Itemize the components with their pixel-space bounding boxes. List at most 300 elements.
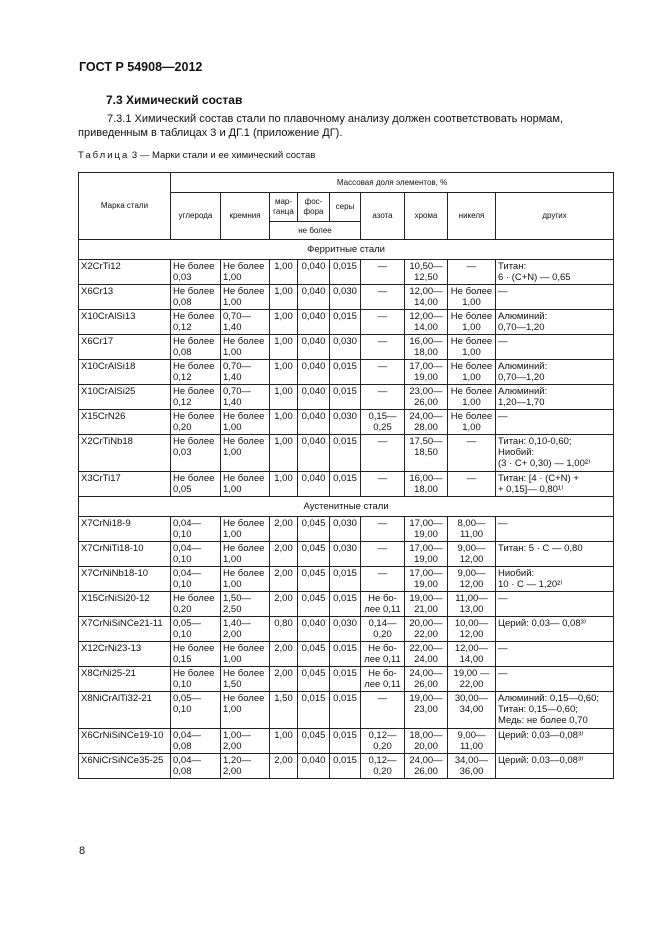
cell-carbon-line: 0,08 bbox=[173, 347, 192, 358]
cell-nitrogen bbox=[361, 642, 405, 667]
cell-grade bbox=[79, 592, 171, 617]
cell-nitrogen-line: 0,25 bbox=[373, 422, 392, 433]
cell-nitrogen-line: — bbox=[377, 336, 388, 347]
table-row bbox=[79, 692, 614, 729]
cell-carbon bbox=[171, 385, 221, 410]
cell-carbon-line: 0,10 bbox=[173, 554, 192, 565]
cell-other-line: Медь: не более 0,70 bbox=[498, 715, 588, 726]
cell-carbon-line: 0,08 bbox=[173, 766, 192, 777]
cell-manganese-line: 1,00 bbox=[274, 311, 293, 322]
cell-nitrogen-line: — bbox=[377, 693, 388, 704]
cell-nickel-line: 9,00— bbox=[457, 730, 486, 741]
cell-nickel bbox=[448, 285, 496, 310]
cell-phosphorus bbox=[298, 385, 330, 410]
cell-manganese bbox=[270, 754, 298, 779]
cell-phosphorus bbox=[298, 592, 330, 617]
cell-nitrogen-line: — bbox=[377, 311, 388, 322]
cell-other-line: Титан: 5 · C — 0,80 bbox=[498, 543, 583, 554]
cell-nitrogen bbox=[361, 260, 405, 285]
cell-manganese bbox=[270, 435, 298, 472]
cell-silicon bbox=[221, 667, 270, 692]
cell-manganese-line: 1,00 bbox=[274, 436, 293, 447]
cell-sulfur-line: 0,030 bbox=[333, 618, 357, 629]
cell-nickel bbox=[448, 435, 496, 472]
cell-grade-line: X10CrAlSi25 bbox=[81, 386, 136, 397]
cell-sulfur bbox=[330, 285, 361, 310]
header-silicon: кремния bbox=[221, 193, 270, 240]
cell-nickel-line: 1,00 bbox=[462, 322, 481, 333]
cell-chromium-line: 21,00 bbox=[414, 604, 438, 615]
cell-nitrogen bbox=[361, 435, 405, 472]
cell-carbon-line: 0,03 bbox=[173, 272, 192, 283]
cell-nickel-line: 14,00 bbox=[459, 654, 484, 665]
cell-chromium-line: 19,00 bbox=[414, 554, 438, 565]
cell-carbon-line: 0,04— bbox=[173, 730, 201, 741]
cell-carbon bbox=[171, 667, 221, 692]
cell-grade-line: X15CrNiSi20-12 bbox=[81, 593, 150, 604]
header-grade: Марка стали bbox=[79, 173, 171, 240]
cell-other-line: 1,20—1,70 bbox=[498, 397, 545, 408]
cell-nitrogen-line: 0,15— bbox=[368, 411, 397, 422]
cell-nickel bbox=[448, 729, 496, 754]
cell-grade bbox=[79, 542, 171, 567]
cell-other bbox=[496, 335, 614, 360]
cell-silicon-line: 1,20— bbox=[223, 755, 251, 766]
cell-carbon-line: 0,08 bbox=[173, 741, 192, 752]
cell-carbon-line: 0,12 bbox=[173, 372, 192, 383]
cell-nitrogen bbox=[361, 472, 405, 497]
cell-nickel-line: Не более bbox=[450, 286, 493, 297]
cell-nitrogen-line: 0,14— bbox=[368, 618, 397, 629]
cell-carbon-line: 0,20 bbox=[173, 422, 192, 433]
cell-nickel-line: 19,00 — bbox=[453, 668, 490, 679]
cell-silicon-line: 1,00 bbox=[223, 297, 242, 308]
cell-silicon-line: Не более bbox=[223, 473, 265, 484]
cell-chromium-line: 19,00— bbox=[409, 593, 443, 604]
cell-phosphorus bbox=[298, 260, 330, 285]
cell-sulfur bbox=[330, 360, 361, 385]
cell-nickel-line: 12,00 bbox=[459, 554, 484, 565]
cell-chromium-line: 19,00 bbox=[414, 579, 438, 590]
cell-nitrogen bbox=[361, 385, 405, 410]
cell-silicon-line: 0,70— bbox=[223, 311, 251, 322]
cell-chromium-line: 22,00 bbox=[414, 629, 438, 640]
cell-chromium bbox=[405, 729, 448, 754]
cell-manganese bbox=[270, 729, 298, 754]
header-chromium: хрома bbox=[405, 193, 448, 240]
cell-sulfur bbox=[330, 617, 361, 642]
cell-carbon bbox=[171, 729, 221, 754]
cell-manganese-line: 2,00 bbox=[274, 518, 293, 529]
cell-silicon-line: Не более bbox=[223, 568, 265, 579]
cell-phosphorus bbox=[298, 617, 330, 642]
cell-chromium bbox=[405, 285, 448, 310]
cell-carbon-line: 0,10 bbox=[173, 529, 192, 540]
cell-nitrogen-line: лее 0,11 bbox=[364, 679, 401, 690]
cell-silicon bbox=[221, 435, 270, 472]
cell-manganese-line: 1,00 bbox=[274, 336, 293, 347]
cell-nickel-line: — bbox=[466, 473, 477, 484]
cell-nitrogen bbox=[361, 592, 405, 617]
cell-other bbox=[496, 567, 614, 592]
cell-manganese-line: 2,00 bbox=[274, 643, 293, 654]
cell-sulfur bbox=[330, 754, 361, 779]
cell-silicon-line: 1,50— bbox=[223, 593, 251, 604]
cell-chromium bbox=[405, 335, 448, 360]
cell-chromium bbox=[405, 617, 448, 642]
cell-sulfur-line: 0,015 bbox=[333, 730, 357, 741]
cell-silicon-line: 1,00 bbox=[223, 529, 242, 540]
caption-text: 3 — Марки стали и ее химический состав bbox=[131, 150, 316, 161]
cell-carbon-line: Не более bbox=[173, 668, 215, 679]
header-mass-fraction: Массовая доля элементов, % bbox=[171, 173, 614, 193]
cell-chromium-line: 16,00— bbox=[409, 473, 443, 484]
cell-carbon-line: 0,04— bbox=[173, 568, 201, 579]
cell-nitrogen bbox=[361, 360, 405, 385]
cell-manganese-line: 1,00 bbox=[274, 730, 293, 741]
cell-nitrogen-line: 0,12— bbox=[368, 755, 397, 766]
cell-chromium-line: 17,50— bbox=[409, 436, 443, 447]
cell-chromium-line: 19,00— bbox=[409, 693, 443, 704]
cell-carbon-line: Не более bbox=[173, 336, 215, 347]
cell-manganese-line: 1,00 bbox=[274, 286, 293, 297]
cell-other-line: 0,70—1,20 bbox=[498, 372, 545, 383]
table-row bbox=[79, 360, 614, 385]
cell-nitrogen-line: Не бо- bbox=[368, 643, 397, 654]
cell-other bbox=[496, 667, 614, 692]
cell-phosphorus bbox=[298, 285, 330, 310]
cell-chromium-line: 17,00— bbox=[409, 518, 443, 529]
cell-nitrogen-line: лее 0,11 bbox=[364, 654, 401, 665]
cell-nitrogen bbox=[361, 410, 405, 435]
cell-grade bbox=[79, 310, 171, 335]
cell-chromium-line: 18,00 bbox=[414, 347, 438, 358]
cell-silicon bbox=[221, 472, 270, 497]
cell-phosphorus bbox=[298, 335, 330, 360]
cell-silicon-line: 1,00 bbox=[223, 422, 242, 433]
cell-chromium bbox=[405, 385, 448, 410]
cell-nickel-line: 1,00 bbox=[462, 397, 481, 408]
cell-nitrogen-line: — bbox=[377, 436, 388, 447]
cell-nickel bbox=[448, 542, 496, 567]
cell-other-line: (3 · C+ 0,30) — 1,00²⁾ bbox=[498, 458, 591, 469]
cell-grade bbox=[79, 410, 171, 435]
cell-phosphorus bbox=[298, 542, 330, 567]
cell-silicon bbox=[221, 617, 270, 642]
cell-chromium bbox=[405, 567, 448, 592]
cell-nitrogen-line: 0,20 bbox=[373, 766, 392, 777]
cell-carbon-line: 0,10 bbox=[173, 704, 192, 715]
cell-nickel bbox=[448, 260, 496, 285]
cell-grade-line: X8CrNi25-21 bbox=[81, 668, 136, 679]
cell-other-line: Ниобий: bbox=[498, 447, 535, 458]
cell-phosphorus bbox=[298, 567, 330, 592]
cell-nitrogen-line: Не бо- bbox=[368, 668, 397, 679]
cell-grade bbox=[79, 617, 171, 642]
cell-silicon bbox=[221, 410, 270, 435]
cell-manganese bbox=[270, 385, 298, 410]
cell-manganese bbox=[270, 517, 298, 542]
cell-chromium-line: 24,00— bbox=[409, 411, 443, 422]
cell-sulfur-line: 0,015 bbox=[333, 668, 357, 679]
cell-silicon bbox=[221, 285, 270, 310]
cell-grade bbox=[79, 642, 171, 667]
cell-silicon-line: 2,00 bbox=[223, 741, 242, 752]
cell-other bbox=[496, 754, 614, 779]
cell-phosphorus-line: 0,040 bbox=[301, 311, 326, 322]
table-row bbox=[79, 567, 614, 592]
cell-manganese bbox=[270, 360, 298, 385]
cell-sulfur bbox=[330, 385, 361, 410]
cell-phosphorus-line: 0,045 bbox=[301, 518, 326, 529]
cell-chromium-line: 14,00 bbox=[414, 322, 438, 333]
cell-nitrogen-line: — bbox=[377, 286, 388, 297]
cell-grade bbox=[79, 472, 171, 497]
cell-nickel-line: Не более bbox=[450, 361, 493, 372]
cell-sulfur-line: 0,015 bbox=[333, 693, 357, 704]
cell-carbon-line: 0,12 bbox=[173, 322, 192, 333]
cell-manganese bbox=[270, 692, 298, 729]
cell-grade-line: X2CrTiNb18 bbox=[81, 436, 133, 447]
cell-manganese bbox=[270, 335, 298, 360]
cell-chromium-line: 24,00— bbox=[409, 755, 443, 766]
table-row bbox=[79, 410, 614, 435]
cell-carbon-line: Не более bbox=[173, 436, 215, 447]
cell-nickel-line: 9,00— bbox=[457, 543, 486, 554]
cell-carbon-line: 0,10 bbox=[173, 679, 192, 690]
cell-other-line: Церий: 0,03— 0,08³⁾ bbox=[498, 618, 587, 629]
cell-silicon bbox=[221, 385, 270, 410]
cell-silicon-line: Не более bbox=[223, 411, 265, 422]
cell-nickel-line: 9,00— bbox=[457, 568, 486, 579]
cell-carbon-line: 0,04— bbox=[173, 518, 201, 529]
cell-other bbox=[496, 285, 614, 310]
cell-chromium-line: 12,00— bbox=[409, 311, 443, 322]
cell-sulfur bbox=[330, 667, 361, 692]
cell-silicon bbox=[221, 542, 270, 567]
cell-carbon-line: Не более bbox=[173, 473, 215, 484]
cell-nitrogen bbox=[361, 542, 405, 567]
cell-other-line: — bbox=[498, 518, 508, 529]
cell-other-line: — bbox=[498, 643, 508, 654]
cell-nickel-line: 8,00— bbox=[457, 518, 486, 529]
cell-grade bbox=[79, 567, 171, 592]
cell-silicon-line: 1,40 bbox=[223, 397, 242, 408]
table-caption bbox=[78, 150, 315, 161]
cell-carbon-line: 0,05 bbox=[173, 484, 192, 495]
cell-nitrogen bbox=[361, 754, 405, 779]
cell-grade-line: X12CrNi23-13 bbox=[81, 643, 142, 654]
cell-carbon bbox=[171, 360, 221, 385]
cell-grade-line: X7CrNiTi18-10 bbox=[81, 543, 144, 554]
cell-other-line: + 0,15]— 0,80¹⁾ bbox=[498, 484, 564, 495]
cell-carbon-line: Не более bbox=[173, 311, 215, 322]
cell-sulfur bbox=[330, 410, 361, 435]
cell-silicon-line: Не более bbox=[223, 436, 265, 447]
cell-other-line: — bbox=[498, 593, 508, 604]
cell-nitrogen-line: 0,12— bbox=[368, 730, 397, 741]
cell-nickel bbox=[448, 567, 496, 592]
table-row bbox=[79, 754, 614, 779]
cell-nitrogen bbox=[361, 617, 405, 642]
cell-phosphorus-line: 0,045 bbox=[301, 543, 326, 554]
cell-chromium-line: 24,00— bbox=[409, 668, 443, 679]
cell-sulfur bbox=[330, 692, 361, 729]
cell-grade bbox=[79, 517, 171, 542]
cell-carbon-line: 0,05— bbox=[173, 618, 201, 629]
cell-sulfur-line: 0,015 bbox=[333, 311, 357, 322]
cell-chromium-line: 19,00 bbox=[414, 529, 438, 540]
document-header: ГОСТ Р 54908—2012 bbox=[79, 60, 203, 74]
cell-nickel-line: 36,00 bbox=[459, 766, 484, 777]
cell-sulfur-line: 0,030 bbox=[333, 543, 357, 554]
cell-silicon-line: Не более bbox=[223, 261, 265, 272]
cell-nitrogen-line: — bbox=[377, 543, 388, 554]
cell-sulfur-line: 0,015 bbox=[333, 568, 357, 579]
cell-silicon-line: 1,00 bbox=[223, 484, 242, 495]
cell-nickel bbox=[448, 617, 496, 642]
cell-carbon-line: Не более bbox=[173, 643, 215, 654]
cell-chromium bbox=[405, 260, 448, 285]
cell-nickel-line: 11,00— bbox=[455, 593, 488, 604]
cell-other-line: — bbox=[498, 336, 508, 347]
cell-other-line: 0,70—1,20 bbox=[498, 322, 545, 333]
cell-grade bbox=[79, 667, 171, 692]
cell-phosphorus-line: 0,045 bbox=[301, 593, 326, 604]
cell-chromium-line: 17,00— bbox=[409, 543, 443, 554]
cell-sulfur-line: 0,030 bbox=[333, 518, 357, 529]
cell-manganese-line: 1,00 bbox=[274, 473, 293, 484]
cell-manganese-line: 2,00 bbox=[274, 593, 293, 604]
cell-other-line: Алюминий: bbox=[498, 386, 548, 397]
cell-silicon-line: 1,00 bbox=[223, 447, 242, 458]
cell-grade-line: X10CrAlSi13 bbox=[81, 311, 136, 322]
cell-chromium-line: 17,00— bbox=[409, 361, 443, 372]
cell-nickel-line: 11,00 bbox=[459, 529, 484, 540]
cell-nitrogen-line: 0,20 bbox=[373, 629, 392, 640]
cell-carbon bbox=[171, 567, 221, 592]
cell-phosphorus-line: 0,040 bbox=[301, 261, 326, 272]
cell-nickel-line: 12,00 bbox=[459, 579, 484, 590]
cell-grade-line: X6CrNiSiNCe19-10 bbox=[81, 730, 164, 741]
group-row bbox=[79, 240, 614, 260]
table-row bbox=[79, 517, 614, 542]
cell-phosphorus-line: 0,040 bbox=[301, 473, 326, 484]
cell-nickel bbox=[448, 410, 496, 435]
cell-nitrogen-line: — bbox=[377, 473, 388, 484]
cell-other bbox=[496, 642, 614, 667]
cell-chromium-line: 20,00— bbox=[409, 618, 443, 629]
cell-chromium-line: 23,00— bbox=[409, 386, 443, 397]
cell-phosphorus bbox=[298, 472, 330, 497]
cell-silicon bbox=[221, 592, 270, 617]
cell-carbon-line: 0,12 bbox=[173, 397, 192, 408]
cell-nitrogen-line: — bbox=[377, 261, 388, 272]
cell-carbon-line: 0,08 bbox=[173, 297, 192, 308]
cell-silicon-line: 2,00 bbox=[223, 766, 242, 777]
cell-other bbox=[496, 385, 614, 410]
cell-other bbox=[496, 260, 614, 285]
cell-manganese-line: 2,00 bbox=[274, 668, 293, 679]
cell-silicon-line: 0,70— bbox=[223, 386, 251, 397]
cell-nitrogen-line: лее 0,11 bbox=[364, 604, 401, 615]
cell-carbon bbox=[171, 285, 221, 310]
cell-sulfur-line: 0,015 bbox=[333, 436, 357, 447]
cell-phosphorus-line: 0,040 bbox=[301, 336, 326, 347]
cell-phosphorus-line: 0,040 bbox=[301, 386, 326, 397]
cell-nickel bbox=[448, 335, 496, 360]
cell-silicon bbox=[221, 360, 270, 385]
cell-manganese-line: 1,00 bbox=[274, 411, 293, 422]
cell-phosphorus bbox=[298, 435, 330, 472]
cell-silicon bbox=[221, 310, 270, 335]
cell-carbon-line: Не более bbox=[173, 361, 215, 372]
cell-sulfur bbox=[330, 435, 361, 472]
cell-silicon-line: Не более bbox=[223, 668, 265, 679]
cell-nitrogen bbox=[361, 517, 405, 542]
cell-silicon-line: 1,40 bbox=[223, 372, 242, 383]
cell-sulfur-line: 0,015 bbox=[333, 593, 357, 604]
cell-grade-line: X3CrTi17 bbox=[81, 473, 121, 484]
cell-phosphorus bbox=[298, 729, 330, 754]
cell-nickel-line: — bbox=[466, 261, 477, 272]
cell-nickel-line: Не более bbox=[450, 386, 493, 397]
caption-prefix: Таблица bbox=[78, 150, 130, 161]
cell-phosphorus bbox=[298, 667, 330, 692]
cell-other bbox=[496, 310, 614, 335]
cell-silicon-line: Не более bbox=[223, 336, 265, 347]
cell-silicon bbox=[221, 692, 270, 729]
cell-silicon-line: 1,00 bbox=[223, 579, 242, 590]
cell-grade-line: X7CrNiSiNCe21-11 bbox=[81, 618, 163, 629]
cell-manganese-line: 1,00 bbox=[274, 386, 293, 397]
cell-carbon-line: 0,04— bbox=[173, 755, 201, 766]
cell-sulfur-line: 0,030 bbox=[333, 336, 357, 347]
cell-chromium-line: 26,00 bbox=[414, 397, 438, 408]
cell-sulfur bbox=[330, 310, 361, 335]
cell-other-line: Титан: 0,15—0,60; bbox=[498, 704, 578, 715]
cell-sulfur bbox=[330, 260, 361, 285]
cell-other-line: Титан: [4 · (C+N) + bbox=[498, 473, 579, 484]
cell-other-line: Ниобий: bbox=[498, 568, 535, 579]
cell-sulfur bbox=[330, 729, 361, 754]
composition-table bbox=[78, 172, 614, 779]
cell-carbon-line: Не более bbox=[173, 261, 215, 272]
cell-phosphorus-line: 0,040 bbox=[301, 436, 326, 447]
cell-phosphorus bbox=[298, 360, 330, 385]
cell-grade-line: X2CrTi12 bbox=[81, 261, 121, 272]
cell-other-line: Алюминий: 0,15—0,60; bbox=[498, 693, 599, 704]
cell-phosphorus bbox=[298, 642, 330, 667]
cell-grade-line: X7CrNi18-9 bbox=[81, 518, 131, 529]
cell-nickel-line: 1,00 bbox=[462, 422, 481, 433]
cell-silicon bbox=[221, 642, 270, 667]
cell-nickel-line: 1,00 bbox=[462, 297, 481, 308]
cell-other bbox=[496, 472, 614, 497]
cell-carbon bbox=[171, 335, 221, 360]
cell-silicon-line: 1,40 bbox=[223, 322, 242, 333]
table-row bbox=[79, 335, 614, 360]
cell-manganese bbox=[270, 617, 298, 642]
cell-grade-line: X8NiCrAlTi32-21 bbox=[81, 693, 152, 704]
cell-nitrogen bbox=[361, 667, 405, 692]
cell-silicon-line: 1,00 bbox=[223, 654, 242, 665]
cell-nitrogen-line: — bbox=[377, 518, 388, 529]
cell-manganese-line: 0,80 bbox=[274, 618, 293, 629]
cell-chromium bbox=[405, 592, 448, 617]
cell-grade-line: X15CrN26 bbox=[81, 411, 126, 422]
cell-sulfur-line: 0,030 bbox=[333, 286, 357, 297]
